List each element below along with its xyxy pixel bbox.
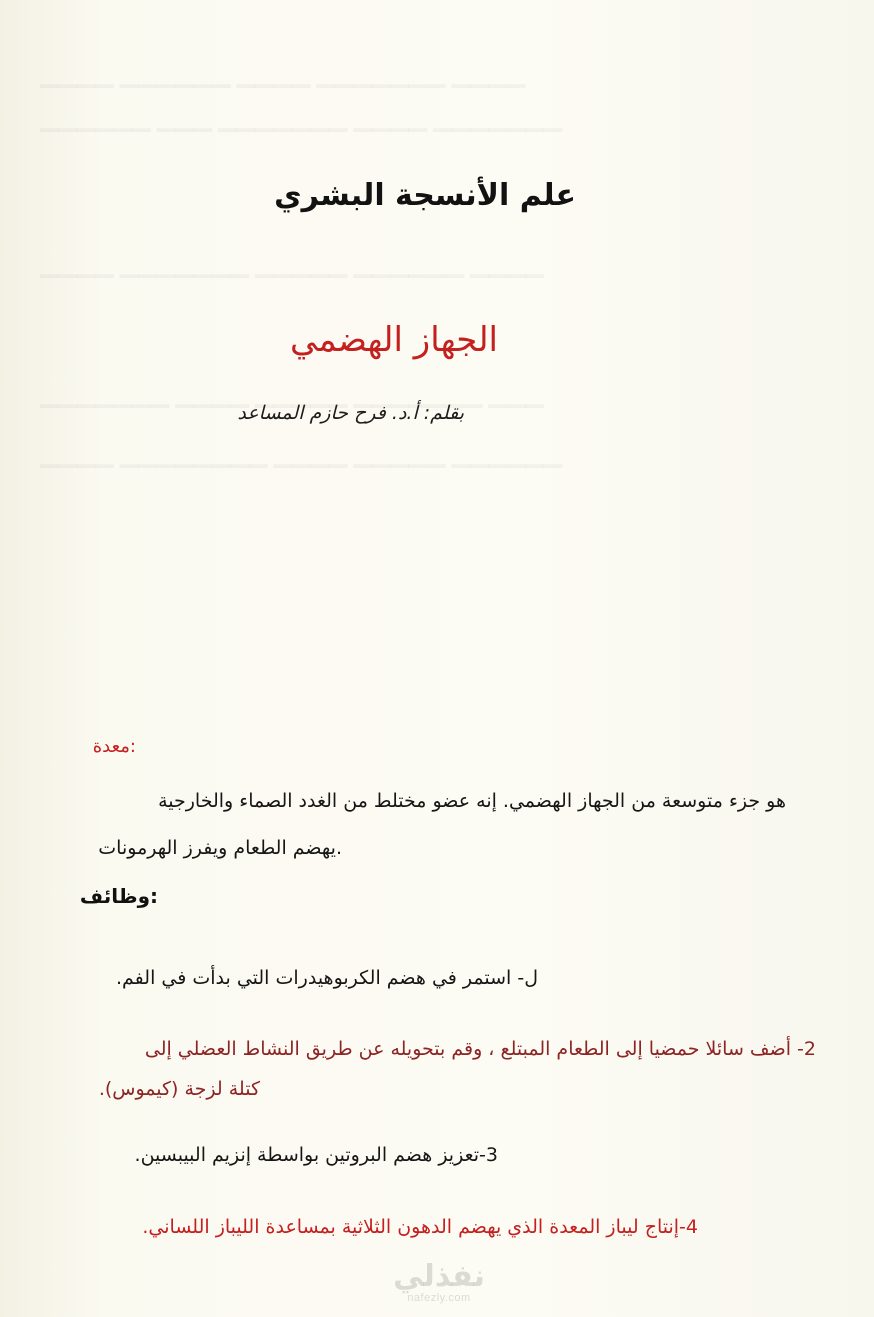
function-item-2-line-1: 2- أضف سائلا حمضيا إلى الطعام المبتلع ، وقم بتحويله عن طريق النشاط العضلي إلى [144,1038,816,1060]
show-through-line: ▁▁▁▁▁▁▁ ▁▁▁▁ ▁▁▁▁▁ ▁▁▁▁▁▁▁ ▁▁▁ [40,382,544,408]
section-heading-functions: :وظائف [79,884,158,908]
watermark-logo [384,1259,494,1304]
show-through-line: ▁▁▁▁▁▁ ▁▁▁ ▁▁▁▁▁▁▁ ▁▁▁▁ ▁▁▁▁▁▁▁ [40,106,563,132]
page-title: علم الأنسجة البشري [274,178,576,213]
section-heading-stomach: :معدة [92,736,136,757]
watermark-arabic: نفذلي [393,1259,485,1294]
author-line: بقلم: أ.د. فرح حازم المساعد [237,402,464,424]
function-item-2-line-2: كتلة لزجة (كيموس). [98,1078,260,1100]
chapter-title: الجهاز الهضمي [290,320,498,360]
stomach-description-line-1: هو جزء متوسعة من الجهاز الهضمي. إنه عضو مختلط من الغدد الصماء والخارجية [158,790,786,812]
watermark-latin: nafezly.com [407,1292,471,1304]
function-item-4: 4-إنتاج ليباز المعدة الذي يهضم الدهون الثلاثية بمساعدة الليباز اللساني. [142,1216,698,1238]
show-through-line: ▁▁▁▁ ▁▁▁▁▁▁▁ ▁▁▁▁▁ ▁▁▁▁▁▁ ▁▁▁▁ [40,252,544,278]
show-through-line: ▁▁▁▁ ▁▁▁▁▁▁ ▁▁▁▁ ▁▁▁▁▁▁▁ ▁▁▁▁ [40,62,526,88]
show-through-line: ▁▁▁▁ ▁▁▁▁▁▁▁▁ ▁▁▁▁ ▁▁▁▁▁ ▁▁▁▁▁▁ [40,442,563,468]
function-item-3: 3-تعزيز هضم البروتين بواسطة إنزيم البيبسين. [134,1144,498,1166]
function-item-1: ل- استمر في هضم الكربوهيدرات التي بدأت في الفم. [116,967,538,989]
stomach-description-line-2: .يهضم الطعام ويفرز الهرمونات [98,837,342,859]
